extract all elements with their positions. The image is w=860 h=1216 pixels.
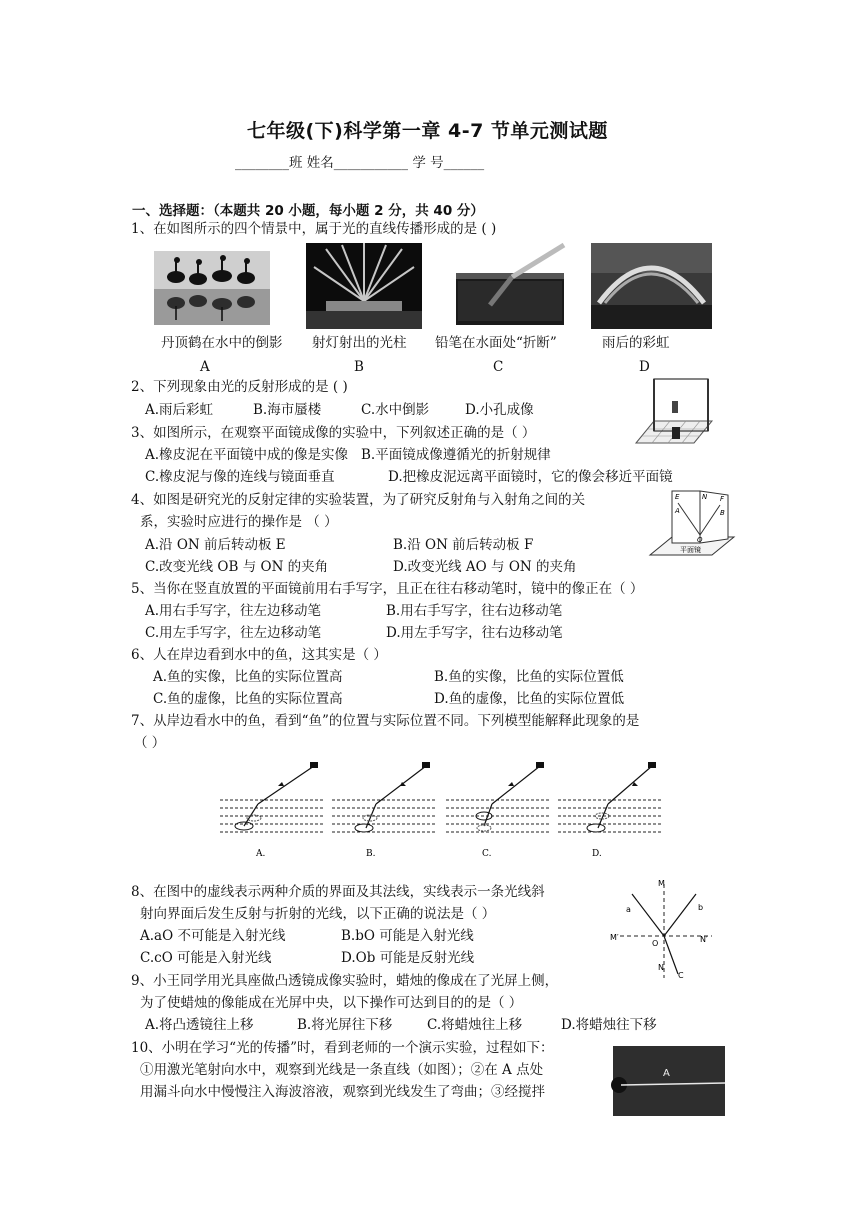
q9-stem-line1: 9、小王同学用光具座做凸透镜成像实验时，蜡烛的像成在了光屏上侧， xyxy=(131,973,559,989)
q8-option-a: A.aO 不可能是入射光线 xyxy=(140,928,286,944)
q8-option-b: B.bO 可能是入射光线 xyxy=(341,928,474,944)
fig8-label-o: O xyxy=(652,939,659,948)
q9-option-c: C.将蜡烛往上移 xyxy=(427,1017,523,1033)
q7-figure-letter-b: B. xyxy=(366,849,376,859)
q3-stem: 3、如图所示，在观察平面镜成像的实验中，下列叙述正确的是（ ） xyxy=(131,425,536,441)
q7-figure-letter-c: C. xyxy=(482,849,492,859)
q10-stem-line1: 10、小明在学习“光的传播”时，看到老师的一个演示实验，过程如下： xyxy=(131,1040,554,1056)
q4-option-d: D.改变光线 AO 与 ON 的夹角 xyxy=(393,559,577,575)
q7-figure-a xyxy=(218,758,326,858)
q3-option-a: A.橡皮泥在平面镜中成的像是实像 xyxy=(145,447,349,463)
q9-option-a: A.将凸透镜往上移 xyxy=(145,1017,254,1033)
fig8-label-c: C xyxy=(678,971,684,980)
reflection-board-figure xyxy=(648,487,736,561)
q1-letter-d: D xyxy=(639,359,650,375)
q2-option-c: C.水中倒影 xyxy=(361,402,430,418)
q8-option-d: D.Ob 可能是反射光线 xyxy=(341,950,475,966)
laser-beam-illustration xyxy=(613,1046,725,1116)
q7-figure-letter-d: D. xyxy=(592,849,602,859)
q1-caption-c: 铅笔在水面处“折断” xyxy=(435,335,557,351)
section-heading: 一、选择题：（本题共 20 小题，每小题 2 分，共 40 分） xyxy=(132,203,484,219)
q1-caption-d: 雨后的彩虹 xyxy=(602,335,670,351)
q6-stem: 6、人在岸边看到水中的鱼，这其实是（ ） xyxy=(131,647,387,663)
q3-option-d: D.把橡皮泥远离平面镜时，它的像会移近平面镜 xyxy=(388,469,673,485)
fig8-label-a: a xyxy=(626,905,631,914)
q8-option-c: C.cO 可能是入射光线 xyxy=(140,950,272,966)
q6-option-d: D.鱼的虚像，比鱼的实际位置低 xyxy=(434,691,625,707)
fig8-label-n-prime: N′ xyxy=(700,935,708,944)
q5-stem: 5、当你在竖直放置的平面镜前用右手写字，且正在往右移动笔时，镜中的像正在（ ） xyxy=(131,581,644,597)
q8-stem-line2: 射向界面后发生反射与折射的光线，以下正确的说法是（ ） xyxy=(140,906,496,922)
fig4-label-n: N xyxy=(702,493,708,501)
q7-figure-letter-a: A. xyxy=(256,849,266,859)
fig4-label-mirror: 平面镜 xyxy=(680,546,701,554)
crane-reflection-photo xyxy=(154,251,270,325)
q9-option-b: B.将光屏往下移 xyxy=(297,1017,393,1033)
q7-figure-d xyxy=(556,758,664,858)
fig8-label-m: M xyxy=(658,879,665,888)
q3-option-b: B.平面镜成像遵循光的折射规律 xyxy=(361,447,551,463)
q1-caption-b: 射灯射出的光柱 xyxy=(312,335,407,351)
q3-option-c: C.橡皮泥与像的连线与镜面垂直 xyxy=(145,469,335,485)
q5-option-c: C.用左手写字，往左边移动笔 xyxy=(145,625,322,641)
q1-letter-a: A xyxy=(200,359,210,375)
q2-stem: 2、下列现象由光的反射形成的是 ( ) xyxy=(131,379,348,395)
fig8-label-m-prime: M′ xyxy=(610,933,619,942)
fig8-label-n: N xyxy=(658,963,664,972)
spotlight-beam-illustration xyxy=(306,243,422,329)
q2-option-b: B.海市蜃楼 xyxy=(253,402,322,418)
fig4-label-f: F xyxy=(720,495,725,503)
q10-stem-line3: 用漏斗向水中慢慢注入海波溶液，观察到光线发生了弯曲；③经搅拌 xyxy=(140,1084,545,1100)
student-info-line: ________班 姓名___________ 学 号______ xyxy=(235,155,485,171)
refraction-figure xyxy=(606,878,724,982)
q1-stem: 1、在如图所示的四个情景中，属于光的直线传播形成的是 ( ) xyxy=(131,221,497,237)
q6-option-a: A.鱼的实像，比鱼的实际位置高 xyxy=(153,669,343,685)
fig4-label-o: O xyxy=(697,536,703,544)
q8-stem-line1: 8、在图中的虚线表示两种介质的界面及其法线，实线表示一条光线斜 xyxy=(131,884,545,900)
q6-option-b: B.鱼的实像，比鱼的实际位置低 xyxy=(434,669,624,685)
q5-option-b: B.用右手写字，往右边移动笔 xyxy=(386,603,563,619)
q4-stem-line1: 4、如图是研究光的反射定律的实验装置，为了研究反射角与入射角之间的关 xyxy=(131,492,586,508)
plane-mirror-figure xyxy=(632,373,714,455)
rainbow-illustration xyxy=(591,243,712,329)
q7-stem-line1: 7、从岸边看水中的鱼，看到“鱼”的位置与实际位置不同。下列模型能解释此现象的是 xyxy=(131,713,640,729)
q7-figure-c xyxy=(444,758,552,858)
fig4-label-e: E xyxy=(675,493,680,501)
q2-option-d: D.小孔成像 xyxy=(465,402,534,418)
q10-stem-line2: ①用激光笔射向水中，观察到光线是一条直线（如图）；②在 A 点处 xyxy=(140,1062,544,1078)
spotlight-photo xyxy=(306,243,422,329)
pencil-in-water-photo xyxy=(452,243,570,329)
q1-caption-a: 丹顶鹤在水中的倒影 xyxy=(161,335,283,351)
q9-stem-line2: 为了使蜡烛的像能成在光屏中央，以下操作可达到目的的是（ ） xyxy=(140,995,523,1011)
q2-option-a: A.雨后彩虹 xyxy=(145,402,214,418)
page-title: 七年级(下)科学第一章 4-7 节单元测试题 xyxy=(247,120,608,142)
q4-option-c: C.改变光线 OB 与 ON 的夹角 xyxy=(145,559,329,575)
laser-in-water-photo xyxy=(613,1046,725,1116)
fig8-label-b: b xyxy=(698,903,704,912)
q9-option-d: D.将蜡烛往下移 xyxy=(561,1017,657,1033)
rainbow-photo xyxy=(591,243,712,329)
q7-stem-line2: （ ） xyxy=(134,735,166,751)
q6-option-c: C.鱼的虚像，比鱼的实际位置高 xyxy=(153,691,343,707)
q4-option-b: B.沿 ON 前后转动板 F xyxy=(393,537,534,553)
q4-stem-line2: 系，实验时应进行的操作是 （ ） xyxy=(140,514,338,530)
fig4-label-a: A xyxy=(675,507,680,515)
laser-figure-label-a: A xyxy=(663,1068,670,1079)
fig4-label-b: B xyxy=(720,509,725,517)
q4-option-a: A.沿 ON 前后转动板 E xyxy=(145,537,286,553)
pencil-in-water-illustration xyxy=(452,243,570,329)
crane-reflection-illustration xyxy=(154,251,270,325)
q1-letter-b: B xyxy=(354,359,364,375)
q5-option-a: A.用右手写字，往左边移动笔 xyxy=(145,603,322,619)
q7-figure-b xyxy=(330,758,438,858)
q1-letter-c: C xyxy=(493,359,504,375)
q5-option-d: D.用左手写字，往右边移动笔 xyxy=(386,625,563,641)
